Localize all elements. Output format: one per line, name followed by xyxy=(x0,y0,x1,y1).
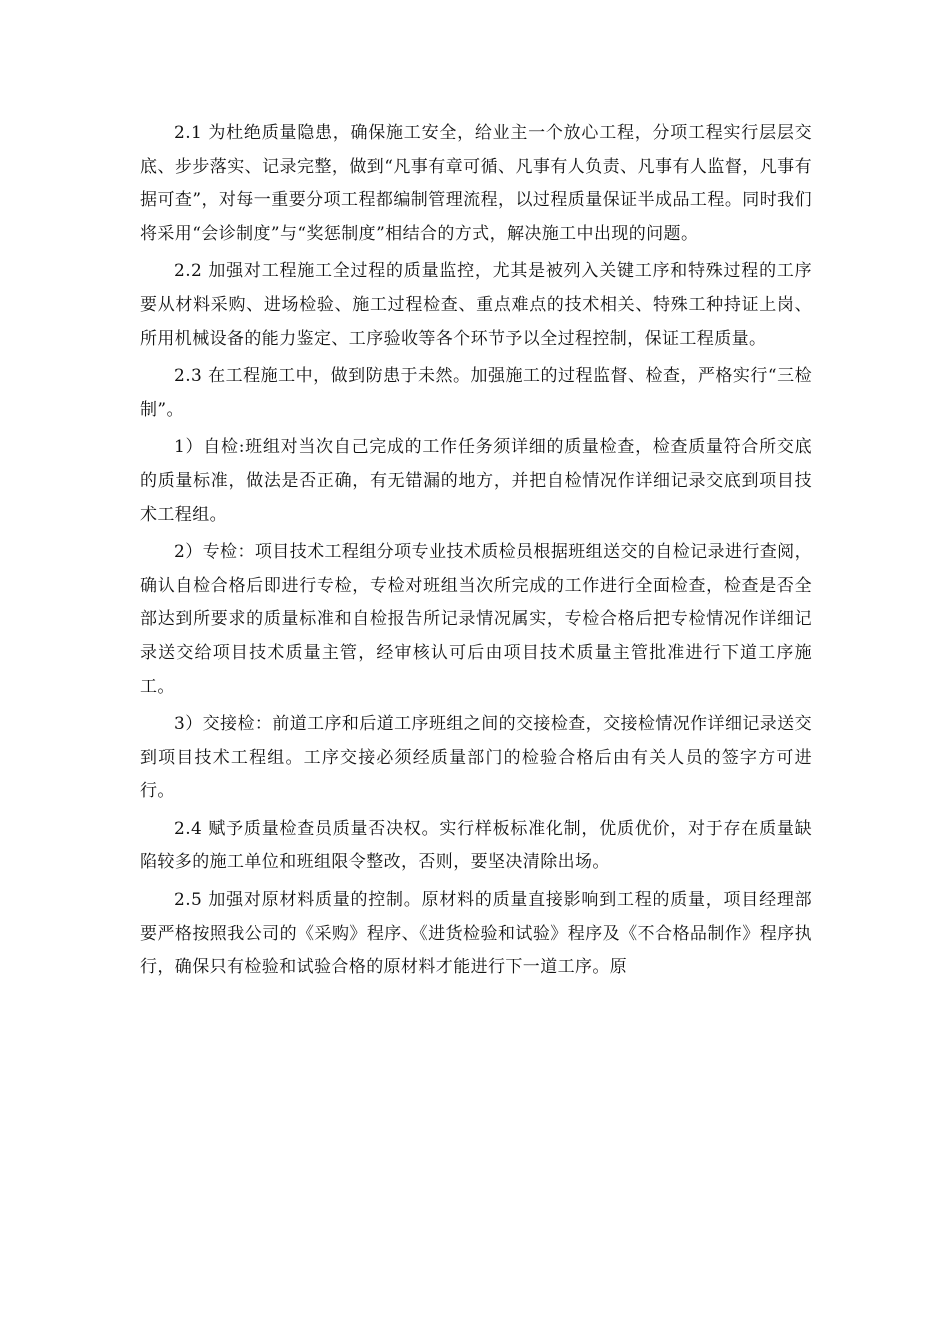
paragraph-2-5: 2.5 加强对原材料质量的控制。原材料的质量直接影响到工程的质量，项目经理部要严格按照我公司的《采购》程序、《进货检验和试验》程序及《不合格品制作》程序执行，确保只有检验和试验合格的原材料才能进行下一道工序。原 xyxy=(140,890,812,978)
paragraph-handover-inspection: 3）交接检：前道工序和后道工序班组之间的交接检查，交接检情况作详细记录送交到项目技术工程组。工序交接必须经质量部门的检验合格后由有关人员的签字方可进行。 xyxy=(140,714,812,802)
document-body xyxy=(140,117,812,989)
paragraph-2-3: 2.3 在工程施工中，做到防患于未然。加强施工的过程监督、检查，严格实行“三检制”。 xyxy=(140,366,812,420)
paragraph-self-inspection: 1）自检:班组对当次自己完成的工作任务须详细的质量检查，检查质量符合所交底的质量标准，做法是否正确，有无错漏的地方，并把自检情况作详细记录交底到项目技术工程组。 xyxy=(140,437,812,525)
paragraph-2-2: 2.2 加强对工程施工全过程的质量监控，尤其是被列入关键工序和特殊过程的工序要从材料采购、进场检验、施工过程检查、重点难点的技术相关、特殊工种持证上岗、所用机械设备的能力鉴定、工序验收等各个环节予以全过程控制，保证工程质量。 xyxy=(140,261,812,349)
paragraph-special-inspection: 2）专检：项目技术工程组分项专业技术质检员根据班组送交的自检记录进行查阅，确认自检合格后即进行专检，专检对班组当次所完成的工作进行全面检查，检查是否全部达到所要求的质量标准和自检报告所记录情况属实，专检合格后把专检情况作详细记录送交给项目技术质量主管，经审核认可后由项目技术质量主管批准进行下道工序施工。 xyxy=(140,542,812,697)
paragraph-2-1: 2.1 为杜绝质量隐患，确保施工安全，给业主一个放心工程，分项工程实行层层交底、步步落实、记录完整，做到“凡事有章可循、凡事有人负责、凡事有人监督，凡事有据可查”，对每一重要分项工程都编制管理流程，以过程质量保证半成品工程。同时我们将采用“会诊制度”与“奖惩制度”相结合的方式，解决施工中出现的问题。 xyxy=(140,123,812,244)
paragraph-2-4: 2.4 赋予质量检查员质量否决权。实行样板标准化制，优质优价，对于存在质量缺陷较多的施工单位和班组限令整改，否则，要坚决清除出场。 xyxy=(140,818,812,873)
